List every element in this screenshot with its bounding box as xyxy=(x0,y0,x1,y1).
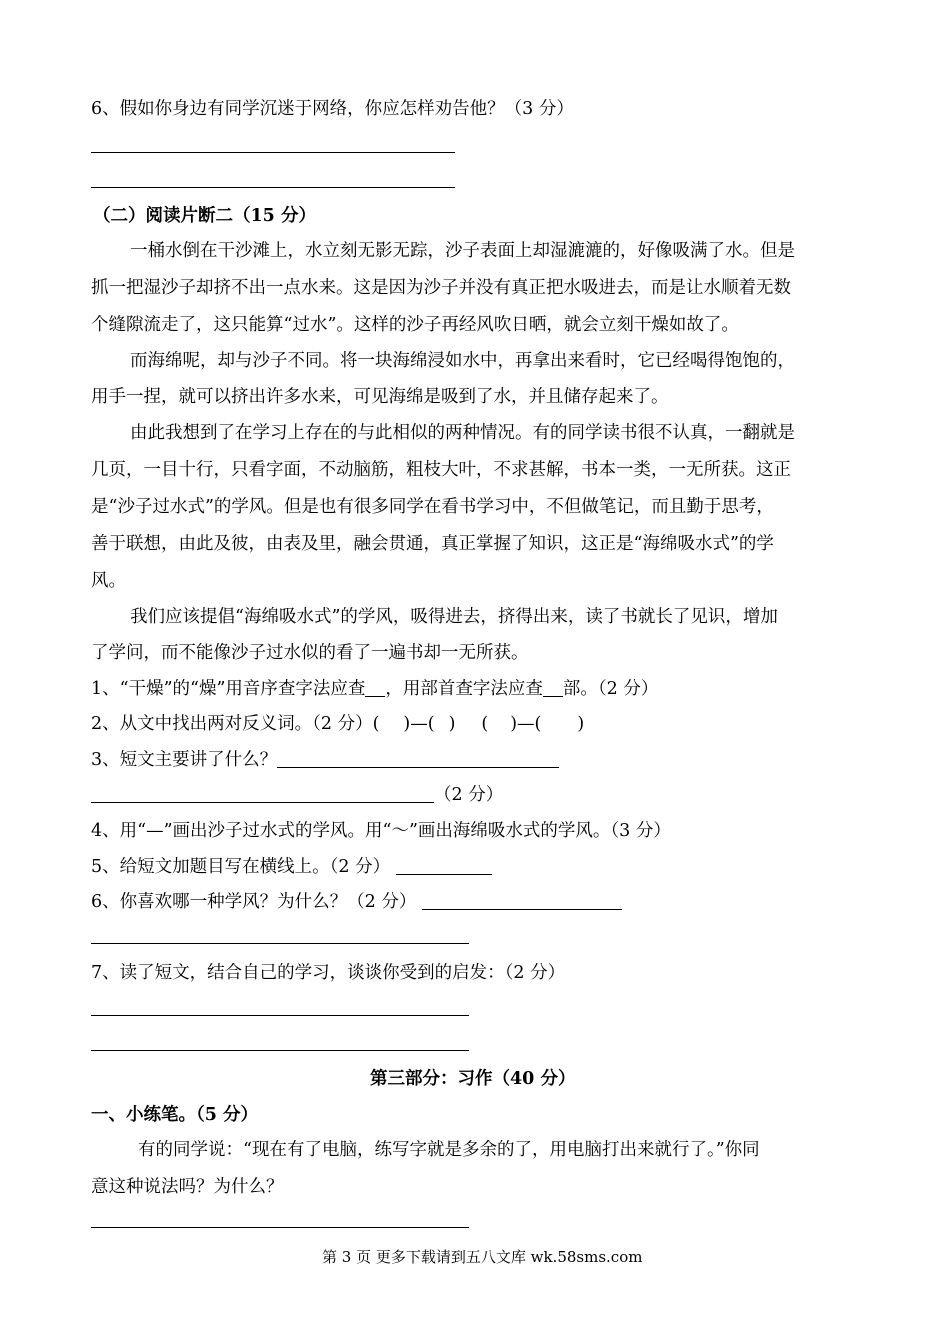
question-2 xyxy=(91,713,584,735)
question-6-top: 6、假如你身边有同学沉迷于网络，你应怎样劝告他？（3 分） xyxy=(91,99,574,119)
question-7: 7、读了短文，结合自己的学习，谈谈你受到的启发：（2 分） xyxy=(91,963,566,983)
paragraph-line: 个缝隙流走了，这只能算“过水”。这样的沙子再经风吹日晒，就会立刻干燥如故了。 xyxy=(91,315,739,335)
paragraph-line: 善于联想，由此及彼，由表及里，融会贯通，真正掌握了知识，这正是“海绵吸水式”的学 xyxy=(91,534,774,554)
subsection-heading: 一、小练笔。（5 分） xyxy=(91,1105,259,1125)
section-heading: （二）阅读片断二（15 分） xyxy=(93,206,316,226)
answer-line xyxy=(91,1227,469,1228)
question-5 xyxy=(91,856,492,878)
question-3-line2 xyxy=(91,784,503,806)
paragraph-line: 是“沙子过水式”的学风。但是也有很多同学在看书学习中，不但做笔记，而且勤于思考， xyxy=(91,497,774,517)
paragraph-line: 我们应该提倡“海绵吸水式”的学风，吸得进去，挤得出来，读了书就长了见识，增加 xyxy=(130,607,778,627)
title-blank[interactable] xyxy=(396,856,492,875)
question-6-prompt: 6、你喜欢哪一种学风？为什么？（2 分） xyxy=(91,892,417,912)
paragraph-line: 风。 xyxy=(91,571,126,591)
question-1-part-c: 部。（2 分） xyxy=(562,679,659,699)
paragraph-line: 了学问，而不能像沙子过水似的看了一遍书却一无所获。 xyxy=(91,643,529,663)
answer-line xyxy=(91,1015,469,1016)
question-2-open: ( xyxy=(481,714,489,734)
answer-line[interactable] xyxy=(277,749,559,768)
part-title: 第三部分：习作（40 分） xyxy=(370,1069,576,1089)
paragraph-line: 意这种说法吗？为什么？ xyxy=(91,1177,284,1197)
answer-line xyxy=(91,152,455,153)
paragraph-line: 由此我想到了在学习上存在的与此相似的两种情况。有的同学读书很不认真，一翻就是 xyxy=(130,423,795,443)
paragraph-line: 有的同学说：“现在有了电脑，练写字就是多余的了，用电脑打出来就行了。”你同 xyxy=(138,1140,760,1160)
question-2-close: ) xyxy=(577,714,585,734)
page-footer: 第 3 页 更多下载请到五八文库 wk.58sms.com xyxy=(322,1248,643,1266)
blank[interactable] xyxy=(365,678,385,697)
paragraph-line: 抓一把湿沙子却挤不出一点水来。这是因为沙子并没有真正把水吸进去，而是让水顺着无数 xyxy=(91,278,791,298)
paragraph-line: 而海绵呢，却与沙子不同。将一块海绵浸如水中，再拿出来看时，它已经喝得饱饱的， xyxy=(130,351,795,371)
question-6 xyxy=(91,891,622,913)
answer-line[interactable] xyxy=(91,784,434,803)
question-3 xyxy=(91,749,559,771)
paragraph-line: 一桶水倒在干沙滩上，水立刻无影无踪，沙子表面上却湿漉漉的，好像吸满了水。但是 xyxy=(130,241,795,261)
question-2-dash: )—( xyxy=(510,714,542,734)
question-3-score: （2 分） xyxy=(434,785,504,805)
question-5-prompt: 5、给短文加题目写在横线上。（2 分） xyxy=(91,857,391,877)
paragraph-line: 用手一捏，就可以挤出许多水来，可见海绵是吸到了水，并且储存起来了。 xyxy=(91,387,669,407)
answer-line[interactable] xyxy=(422,891,622,910)
question-1-part-b: ，用部首查字法应查 xyxy=(385,679,543,699)
paragraph-line: 几页，一目十行，只看字面，不动脑筋，粗枝大叶，不求甚解，书本一类，一无所获。这正 xyxy=(91,460,791,480)
answer-line xyxy=(91,943,469,944)
question-2-dash: )—( xyxy=(403,714,435,734)
blank[interactable] xyxy=(543,678,563,697)
question-1 xyxy=(91,678,658,700)
question-4: 4、用“—”画出沙子过水式的学风。用“～”画出海绵吸水式的学风。（3 分） xyxy=(91,821,671,841)
question-2-prompt: 2、从文中找出两对反义词。（2 分）( xyxy=(91,714,380,734)
question-2-close: ) xyxy=(448,714,456,734)
question-1-part-a: 1、“干燥”的“燥”用音序查字法应查 xyxy=(91,679,366,699)
answer-line xyxy=(91,1050,469,1051)
answer-line xyxy=(91,187,455,188)
question-3-prompt: 3、短文主要讲了什么？ xyxy=(91,750,278,770)
